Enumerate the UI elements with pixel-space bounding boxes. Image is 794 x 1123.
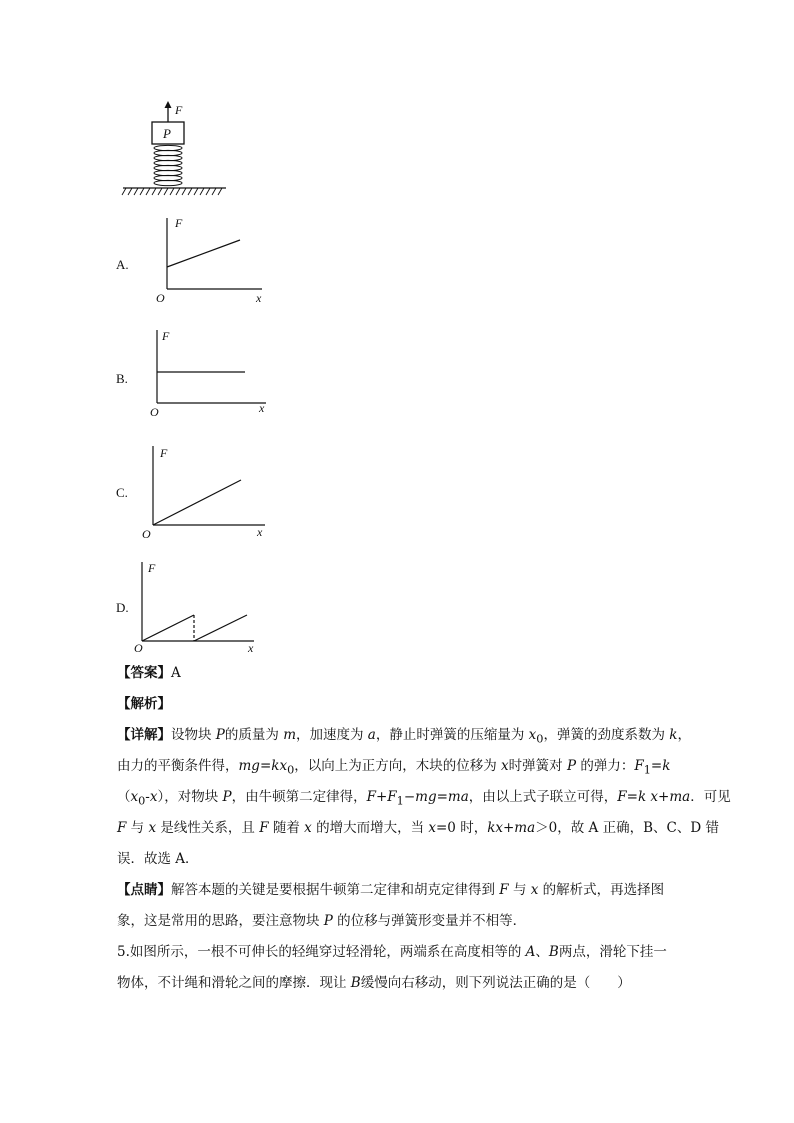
detail-line-4: F 与 x 是线性关系，且 F 随着 x 的增大而增大，当 x=0 时，kx+ma＞0，故 A 正确，B、C、D 错 [117,820,719,836]
y-axis-label: F [175,216,183,230]
comment-line-1: 【点睛】解答本题的关键是要根据牛顿第二定律和胡克定律得到 F 与 x 的解析式，再选择图 [117,882,665,898]
spring-block-figure [118,98,230,200]
option-c-graph [140,440,272,540]
x-axis-label: x [259,401,265,415]
origin-label: O [156,291,165,304]
detail-line-5: 误．故选 A． [117,851,199,867]
x-axis-label: x [256,291,262,304]
answer-line [117,663,181,683]
y-axis-label: F [162,329,170,343]
spring [154,145,182,185]
y-axis-label: F [160,446,168,460]
graph-line-2 [194,615,247,641]
graph-line [153,480,241,525]
force-label: F [175,103,183,117]
analysis-tag: 【解析】 [117,696,171,712]
ground-hatch [122,188,222,195]
detail-line-3: $(x_0-x)$，对物块 P，由牛顿第二定律得，$F+F_1-mg=ma$，由以上式子联立可得，F=k x+ma．可见 [117,789,731,808]
origin-label: O [134,641,143,654]
analysis-line [117,694,171,714]
graph-line-1 [142,615,194,641]
question-5-line-1: 5.如图所示，一根不可伸长的轻绳穿过轻滑轮，两端系在高度相等的 A、B两点，滑轮下挂一 [117,944,667,960]
force-arrow-icon [165,101,172,108]
question-5-line-2: 物体，不计绳和滑轮之间的摩擦．现让 B缓慢向右移动，则下列说法正确的是（ ） [117,975,631,991]
y-axis-label: F [148,561,156,575]
block-label: P [163,126,171,141]
option-c-label: C. [116,485,128,500]
option-a-graph [150,212,275,304]
option-a-label: A. [116,257,129,272]
answer-tag: 【答案】 [117,665,171,681]
x-axis-label: x [257,525,263,539]
origin-label: O [150,405,159,418]
answer-value: A [171,665,181,681]
detail-line-2: 由力的平衡条件得，$mg=kx_0$，以向上为正方向，木块的位移为 x时弹簧对 P 的弹力：$F_1=k$ [117,758,671,777]
origin-label: O [142,527,151,540]
option-b-label: B. [116,371,128,386]
option-d-graph [132,556,262,654]
detail-line-1: 【详解】设物块 P的质量为 m，加速度为 a，静止时弹簧的压缩量为 $x_0$，弹簧的劲度系数为 k， [117,727,691,746]
x-axis-label: x [248,641,254,654]
option-b-graph [146,326,274,418]
comment-line-2: 象，这是常用的思路，要注意物块 P 的位移与弹簧形变量并不相等． [117,913,527,929]
graph-line [167,240,240,267]
option-d-label: D. [116,600,129,615]
